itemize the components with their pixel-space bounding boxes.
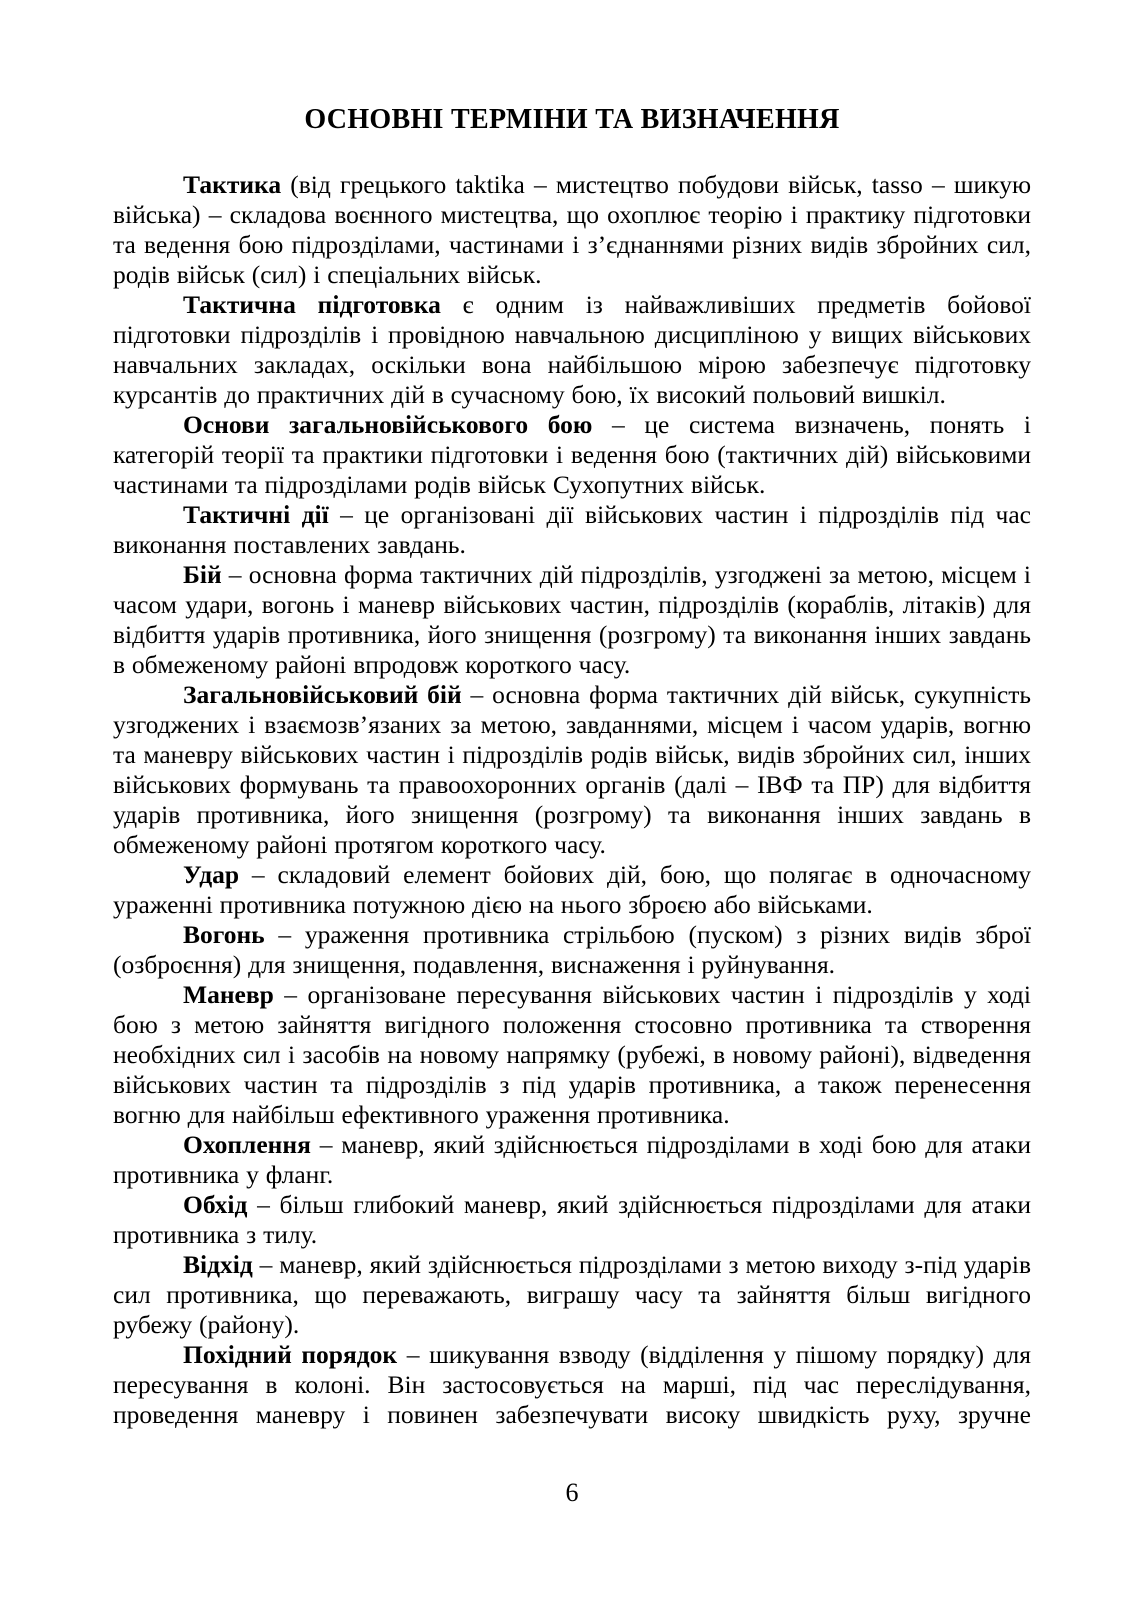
definition-text: – більш глибокий маневр, який здійснюється підрозділами для атаки противника з тилу. <box>113 1190 1031 1249</box>
definitions-list <box>113 170 1031 1430</box>
definition-paragraph <box>113 980 1031 1130</box>
definition-term: Основи загальновійськового бою <box>183 410 593 439</box>
definition-text: – складовий елемент бойових дій, бою, що полягає в одночасному ураженні противника потужною дією на нього зброєю або військами. <box>113 860 1031 919</box>
definition-text: – організоване пересування військових частин і підрозділів у ході бою з метою зайняття вигідного положення стосовно противника та створення необхідних сил і засобів на новому напрямку (рубежі, в новому районі), відведення військових частин та підрозділів з під ударів противника, а також перенесення вогню для найбільш ефективного ураження противника. <box>113 980 1031 1129</box>
definition-paragraph <box>113 1250 1031 1340</box>
definition-term: Удар <box>183 860 240 889</box>
definition-paragraph <box>113 560 1031 680</box>
definition-term: Похідний порядок <box>183 1340 398 1369</box>
definition-paragraph <box>113 860 1031 920</box>
definition-text: – ураження противника стрільбою (пуском) з різних видів зброї (озброєння) для знищення, подавлення, виснаження і руйнування. <box>113 920 1031 979</box>
definition-text: (від грецького taktika – мистецтво побудови військ, tasso – шикую війська) – складова воєнного мистецтва, що охоплює теорію і практику підготовки та ведення бою підрозділами, частинами і з’єднаннями різних видів збройних сил, родів військ (сил) і спеціальних військ. <box>113 170 1031 289</box>
definition-text: – шикування взводу (відділення у пішому порядку) для пересування в колоні. Він застосовується на марші, під час переслідування, проведення маневру і повинен забезпечувати високу швидкість руху, зручне <box>113 1340 1031 1429</box>
page-title: ОСНОВНІ ТЕРМІНИ ТА ВИЗНАЧЕННЯ <box>304 104 840 135</box>
definition-paragraph <box>113 1130 1031 1190</box>
definition-term: Тактичні дії <box>183 500 329 529</box>
definition-text: – основна форма тактичних дій військ, сукупність узгоджених і взаємозв’язаних за метою, завданнями, місцем і часом ударів, вогню та маневру військових частин і підрозділів родів військ, видів збройних сил, інших військових формувань та правоохоронних органів (далі – ІВФ та ПР) для відбиття ударів противника, його знищення (розгрому) та виконання інших завдань в обмеженому районі протягом короткого часу. <box>113 680 1031 859</box>
document-page <box>113 104 1031 1430</box>
definition-term: Охоплення <box>183 1130 311 1159</box>
definition-term: Тактика <box>183 170 282 199</box>
definition-paragraph <box>113 920 1031 980</box>
definition-paragraph <box>113 500 1031 560</box>
definition-term: Бій <box>183 560 222 589</box>
definition-text: – це організовані дії військових частин і підрозділів під час виконання поставлених завдань. <box>113 500 1032 559</box>
definition-paragraph <box>113 1190 1031 1250</box>
definition-text: – маневр, який здійснюється підрозділами з метою виходу з-під ударів сил противника, що переважають, виграшу часу та зайняття більш вигідного рубежу (району). <box>113 1250 1031 1339</box>
definition-paragraph <box>113 170 1031 290</box>
definition-term: Маневр <box>183 980 274 1009</box>
definition-term: Тактична підготовка <box>183 290 441 319</box>
definition-paragraph <box>113 410 1031 500</box>
definition-text: – маневр, який здійснюється підрозділами в ході бою для атаки противника у фланг. <box>113 1130 1031 1189</box>
definition-term: Відхід <box>183 1250 253 1279</box>
definition-text: – основна форма тактичних дій підрозділів, узгоджені за метою, місцем і часом удари, вогонь і маневр військових частин, підрозділів (кораблів, літаків) для відбиття ударів противника, його знищення (розгрому) та виконання інших завдань в обмеженому районі впродовж короткого часу. <box>113 560 1031 679</box>
definition-text: – це система визначень, понять і категорій теорії та практики підготовки і ведення бою (тактичних дій) військовими частинами та підрозділами родів військ Сухопутних військ. <box>113 410 1031 499</box>
definition-paragraph <box>113 680 1031 860</box>
definition-text: є одним із найважливіших предметів бойової підготовки підрозділів і провідною навчальною дисципліною у вищих військових навчальних закладах, оскільки вона найбільшою мірою забезпечує підготовку курсантів до практичних дій в сучасному бою, їх високий польовий вишкіл. <box>113 290 1032 409</box>
definition-paragraph <box>113 290 1031 410</box>
definition-paragraph <box>113 1340 1031 1430</box>
definition-term: Вогонь <box>183 920 265 949</box>
definition-term: Обхід <box>183 1190 248 1219</box>
definition-term: Загальновійськовий бій <box>183 680 462 709</box>
page-number: 6 <box>565 1478 579 1507</box>
